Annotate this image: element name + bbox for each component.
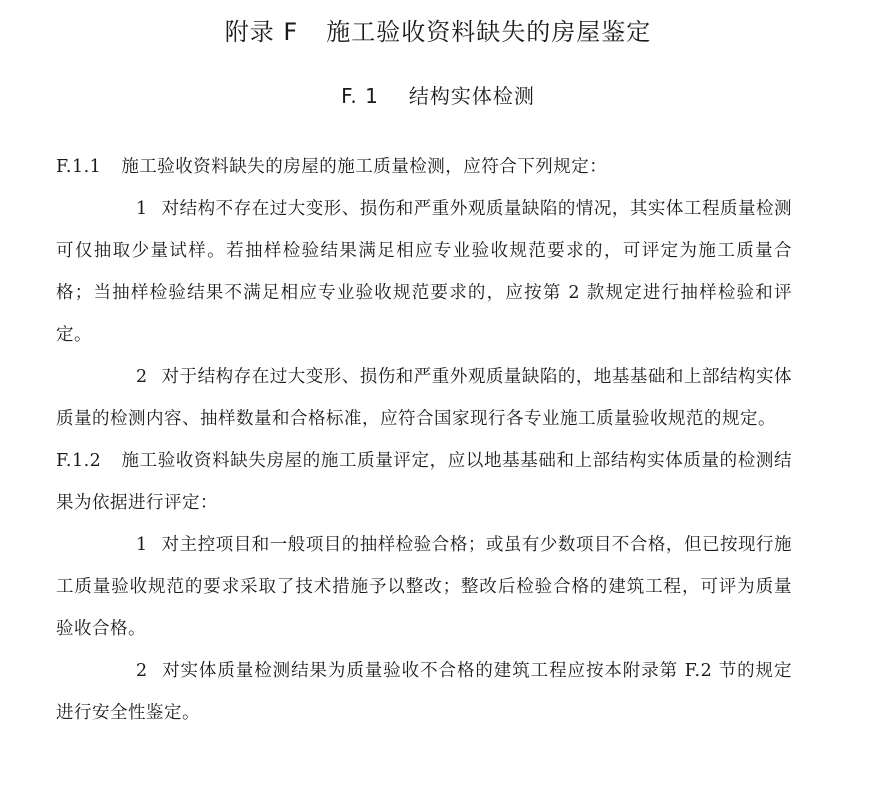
clause-text: 施工验收资料缺失的房屋的施工质量检测，应符合下列规定： xyxy=(121,157,608,177)
clause-f-1-2 xyxy=(56,440,792,524)
item-number: 2 xyxy=(136,661,148,681)
clause-f-1-1-item-1 xyxy=(56,188,792,356)
item-text: 对实体质量检测结果为质量验收不合格的建筑工程应按本附录第 F.2 节的规定进行安全性鉴定。 xyxy=(56,661,792,723)
clause-f-1-2-item-1 xyxy=(56,524,792,650)
item-text: 对结构不存在过大变形、损伤和严重外观质量缺陷的情况，其实体工程质量检测可仅抽取少量试样。若抽样检验结果满足相应专业验收规范要求的，可评定为施工质量合格；当抽样检验结果不满足相应专业验收规范要求的，应按第 2 款规定进行抽样检验和评定。 xyxy=(56,199,792,345)
section-heading xyxy=(0,78,876,114)
clause-number: F.1.1 xyxy=(56,157,102,177)
clause-f-1-1-item-2 xyxy=(56,356,792,440)
clause-text: 施工验收资料缺失房屋的施工质量评定，应以地基基础和上部结构实体质量的检测结果为依据进行评定： xyxy=(56,451,792,513)
section-body xyxy=(56,146,792,734)
section-title-text: 结构实体检测 xyxy=(408,84,535,108)
item-number: 2 xyxy=(136,367,148,387)
appendix-title xyxy=(0,12,876,52)
item-number: 1 xyxy=(136,199,148,219)
clause-f-1-2-item-2 xyxy=(56,650,792,734)
item-text: 对主控项目和一般项目的抽样检验合格；或虽有少数项目不合格，但已按现行施工质量验收规范的要求采取了技术措施予以整改；整改后检验合格的建筑工程，可评为质量验收合格。 xyxy=(56,535,792,639)
section-number: F. 1 xyxy=(341,84,379,108)
appendix-label: 附录 F xyxy=(224,18,299,46)
clause-number: F.1.2 xyxy=(56,451,102,471)
item-number: 1 xyxy=(136,535,148,555)
appendix-title-text: 施工验收资料缺失的房屋鉴定 xyxy=(326,18,652,46)
item-text: 对于结构存在过大变形、损伤和严重外观质量缺陷的，地基基础和上部结构实体质量的检测内容、抽样数量和合格标准，应符合国家现行各专业施工质量验收规范的规定。 xyxy=(56,367,792,429)
clause-f-1-1 xyxy=(56,146,792,188)
